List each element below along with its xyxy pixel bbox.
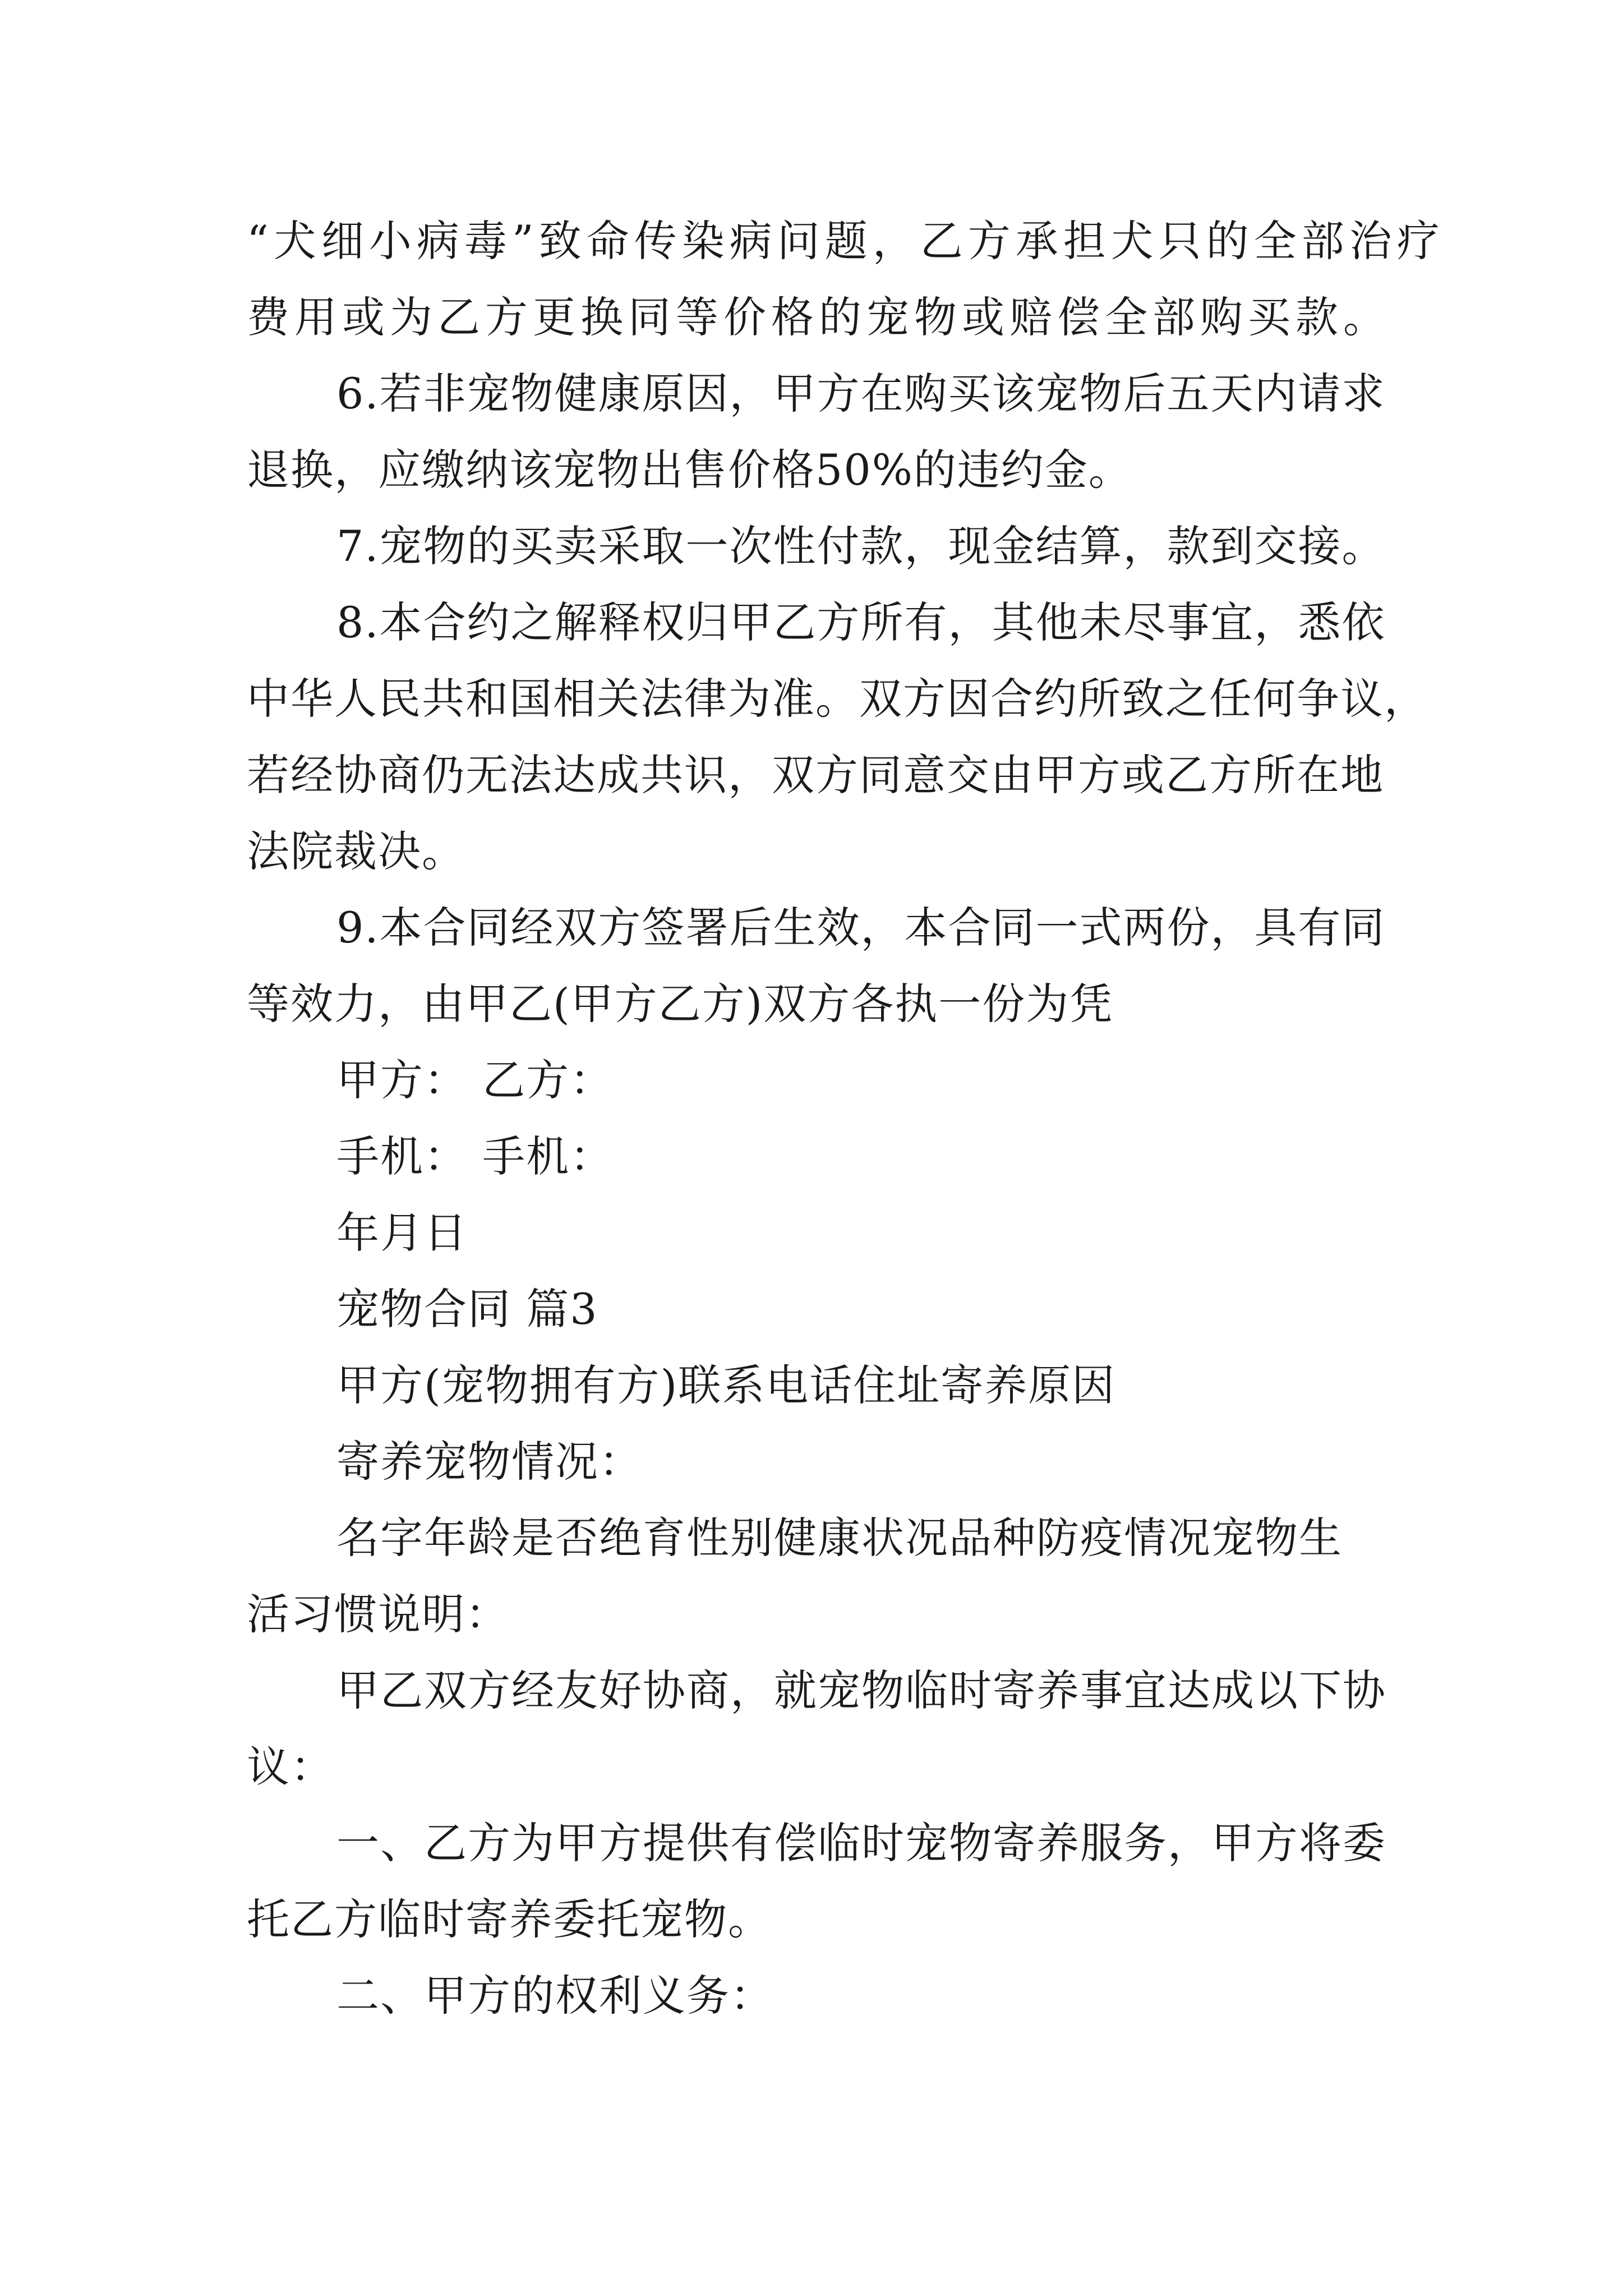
paragraph-line: 议： (247, 1742, 334, 1792)
paragraph-line: 9.本合同经双方签署后生效，本合同一式两份，具有同 (336, 903, 1386, 953)
paragraph-line: 二、甲方的权利义务： (336, 1971, 774, 2021)
signature-party-line: 甲方： 乙方： (336, 1055, 614, 1105)
signature-phone-line: 手机： 手机： (336, 1131, 614, 1181)
paragraph-line: 退换，应缴纳该宠物出售价格50%的违约金。 (247, 445, 1132, 495)
paragraph-line: 活习惯说明： (247, 1589, 509, 1639)
paragraph-line: 甲乙双方经友好协商，就宠物临时寄养事宜达成以下协 (336, 1665, 1386, 1715)
paragraph-line: 寄养宠物情况： (336, 1437, 643, 1487)
paragraph-line: 名字年龄是否绝育性别健康状况品种防疫情况宠物生 (336, 1513, 1343, 1563)
paragraph-line: “犬细小病毒”致命传染病问题，乙方承担犬只的全部治疗 (247, 216, 1445, 266)
paragraph-line: 甲方(宠物拥有方)联系电话住址寄养原因 (336, 1360, 1116, 1410)
paragraph-line: 托乙方临时寄养委托宠物。 (247, 1894, 772, 1944)
paragraph-line: 一、乙方为甲方提供有偿临时宠物寄养服务，甲方将委 (336, 1818, 1386, 1868)
paragraph-line: 6.若非宠物健康原因，甲方在购买该宠物后五天内请求 (336, 369, 1386, 418)
paragraph-line: 中华人民共和国相关法律为准。双方因合约所致之任何争议， (247, 674, 1428, 724)
paragraph-line: 等效力，由甲乙(甲方乙方)双方各执一份为凭 (247, 979, 1114, 1029)
paragraph-line: 7.宠物的买卖采取一次性付款，现金结算，款到交接。 (336, 521, 1386, 571)
signature-date-line: 年月日 (336, 1208, 468, 1258)
paragraph-line: 法院裁决。 (247, 826, 465, 876)
section-heading: 宠物合同 篇3 (336, 1284, 598, 1334)
paragraph-line: 费用或为乙方更换同等价格的宠物或赔偿全部购买款。 (247, 292, 1391, 342)
paragraph-line: 8.本合约之解释权归甲乙方所有，其他未尽事宜，悉依 (336, 597, 1386, 647)
paragraph-line: 若经协商仍无法达成共识，双方同意交由甲方或乙方所在地 (247, 750, 1384, 800)
